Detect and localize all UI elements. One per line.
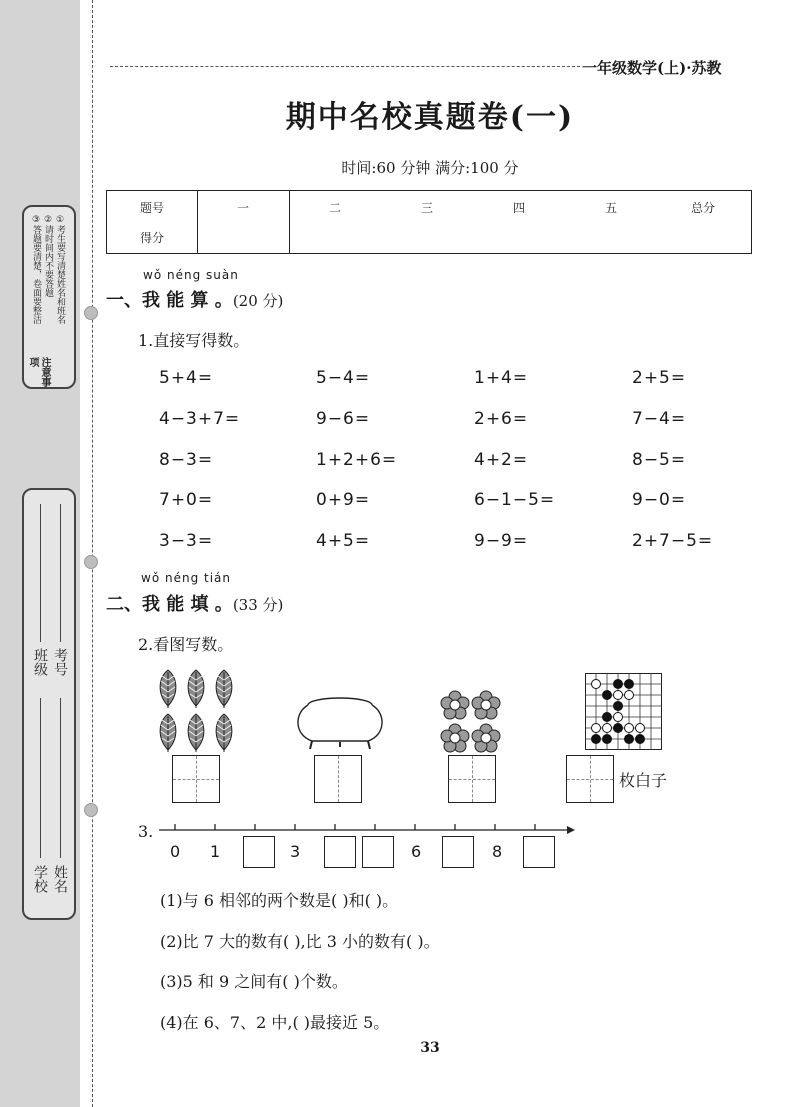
table-header-cell: 三 (420, 201, 433, 215)
table-header-cell: 二 (328, 201, 341, 215)
section1-score: (20 分) (232, 292, 284, 310)
page-title: 期中名校真题卷(一) (285, 100, 575, 135)
leaf-icon (188, 714, 204, 752)
section2-title (106, 590, 283, 616)
white-stones-label: 枚白子 (619, 771, 668, 790)
binding-hole (84, 555, 98, 569)
school-label: 学校 (32, 865, 48, 893)
exam-number-label: 考号 (52, 648, 68, 676)
leaf-icon (160, 714, 176, 752)
arithmetic-expression[interactable]: 5−4= (316, 368, 371, 388)
question3-label: 3. (138, 822, 154, 841)
number-line-answer-box[interactable] (362, 836, 394, 868)
question2-label: 2.看图写数。 (138, 635, 234, 654)
section1-title-text: 一、我 能 算 。 (106, 290, 233, 311)
black-stone (614, 724, 623, 733)
table-header-cell: 一 (236, 201, 249, 215)
student-info-box (22, 488, 76, 920)
header-tag: 一年级数学(上)·苏教 (582, 59, 722, 77)
arithmetic-expression[interactable]: 4+2= (474, 450, 529, 470)
header-dash-line (110, 66, 580, 67)
arithmetic-expression[interactable]: 2+7−5= (632, 531, 714, 551)
leaf-icon (188, 670, 204, 708)
pot-icon (294, 693, 386, 753)
section2-title-text: 二、我 能 填 。 (106, 594, 233, 615)
arithmetic-expression[interactable]: 7−4= (632, 409, 687, 429)
table-header-cell: 五 (604, 201, 617, 215)
arithmetic-expression[interactable]: 4−3+7= (159, 409, 241, 429)
black-stone (603, 691, 612, 700)
pot-answer-box[interactable] (314, 755, 362, 803)
flowers-answer-box[interactable] (448, 755, 496, 803)
notice-item: ①考生要写清楚姓名和班名 (55, 215, 65, 324)
black-stone (603, 735, 612, 744)
table-header-cell: 总分 (690, 201, 715, 215)
name-label: 姓名 (52, 865, 68, 893)
black-stone (592, 735, 601, 744)
notice-title: 注意事项 (27, 357, 50, 387)
sub-question-2[interactable]: (2)比 7 大的数有( ),比 3 小的数有( )。 (160, 932, 440, 951)
number-line-label: 3 (290, 842, 301, 861)
arithmetic-expression[interactable]: 7+0= (159, 490, 214, 510)
section1-title (106, 286, 283, 312)
table-row-label: 得分 (139, 231, 164, 245)
page-number: 33 (420, 1040, 440, 1056)
arithmetic-expression[interactable]: 5+4= (159, 368, 214, 388)
notice-box (22, 205, 76, 389)
table-header-cell: 题号 (139, 201, 164, 215)
number-line-answer-box[interactable] (243, 836, 275, 868)
binding-hole (84, 306, 98, 320)
number-line-answer-box[interactable] (523, 836, 555, 868)
arithmetic-expression[interactable]: 2+6= (474, 409, 529, 429)
flowers-picture (440, 690, 502, 754)
sub-question-4[interactable]: (4)在 6、7、2 中,( )最接近 5。 (160, 1013, 390, 1032)
white-stone (636, 724, 645, 733)
notice-item: ③答题要清楚，卷面要整洁 (31, 215, 41, 324)
score-input-cell[interactable] (291, 223, 749, 251)
white-stone (603, 724, 612, 733)
binding-hole (84, 803, 98, 817)
section2-pinyin: wǒ néng tián (141, 571, 231, 585)
notice-item: ②请时间内不要答题 (43, 215, 53, 297)
name-field[interactable] (60, 698, 61, 858)
flower-icon (441, 724, 469, 752)
black-stone (625, 680, 634, 689)
class-field[interactable] (40, 504, 41, 642)
leaves-answer-box[interactable] (172, 755, 220, 803)
exam-meta: 时间:60 分钟 满分:100 分 (341, 159, 519, 177)
black-stone (603, 713, 612, 722)
leaf-icon (160, 670, 176, 708)
score-input-cell[interactable] (199, 223, 287, 251)
flower-icon (441, 691, 469, 719)
flower-icon (472, 724, 500, 752)
score-table (106, 190, 752, 254)
black-stone (614, 702, 623, 711)
white-stone (625, 724, 634, 733)
arithmetic-expression[interactable]: 1+4= (474, 368, 529, 388)
white-stones-answer-box[interactable] (566, 755, 614, 803)
exam-number-field[interactable] (60, 504, 61, 642)
arithmetic-expression[interactable]: 2+5= (632, 368, 687, 388)
arithmetic-expression[interactable]: 9−9= (474, 531, 529, 551)
arithmetic-expression[interactable]: 3−3= (159, 531, 214, 551)
arithmetic-expression[interactable]: 6−1−5= (474, 490, 556, 510)
arithmetic-expression[interactable]: 0+9= (316, 490, 371, 510)
arithmetic-expression[interactable]: 1+2+6= (316, 450, 398, 470)
arithmetic-expression[interactable]: 8−3= (159, 450, 214, 470)
arithmetic-expression[interactable]: 9−0= (632, 490, 687, 510)
number-line-label: 8 (492, 842, 503, 861)
black-stone (614, 680, 623, 689)
leaf-icon (216, 714, 232, 752)
section2-score: (33 分) (232, 596, 284, 614)
white-stone (614, 691, 623, 700)
black-stone (636, 735, 645, 744)
leaf-icon (216, 670, 232, 708)
table-header-cell: 四 (512, 201, 525, 215)
sub-question-1[interactable]: (1)与 6 相邻的两个数是( )和( )。 (160, 891, 399, 910)
number-line-answer-box[interactable] (324, 836, 356, 868)
go-board-picture (585, 673, 662, 750)
class-label: 班级 (32, 648, 48, 676)
section1-pinyin: wǒ néng suàn (143, 268, 239, 282)
black-stone (625, 735, 634, 744)
leaves-picture (155, 668, 239, 754)
number-line-label: 6 (411, 842, 422, 861)
number-line-answer-box[interactable] (442, 836, 474, 868)
white-stone (625, 691, 634, 700)
arithmetic-expression[interactable]: 9−6= (316, 409, 371, 429)
arithmetic-expression[interactable]: 4+5= (316, 531, 371, 551)
white-stone (614, 713, 623, 722)
number-line-label: 1 (210, 842, 221, 861)
question1-label: 1.直接写得数。 (138, 331, 250, 350)
arithmetic-expression[interactable]: 8−5= (632, 450, 687, 470)
white-stone (592, 680, 601, 689)
flower-icon (472, 691, 500, 719)
number-line-label: 0 (170, 842, 181, 861)
white-stone (592, 724, 601, 733)
sub-question-3[interactable]: (3)5 和 9 之间有( )个数。 (160, 972, 348, 991)
school-field[interactable] (40, 698, 41, 858)
